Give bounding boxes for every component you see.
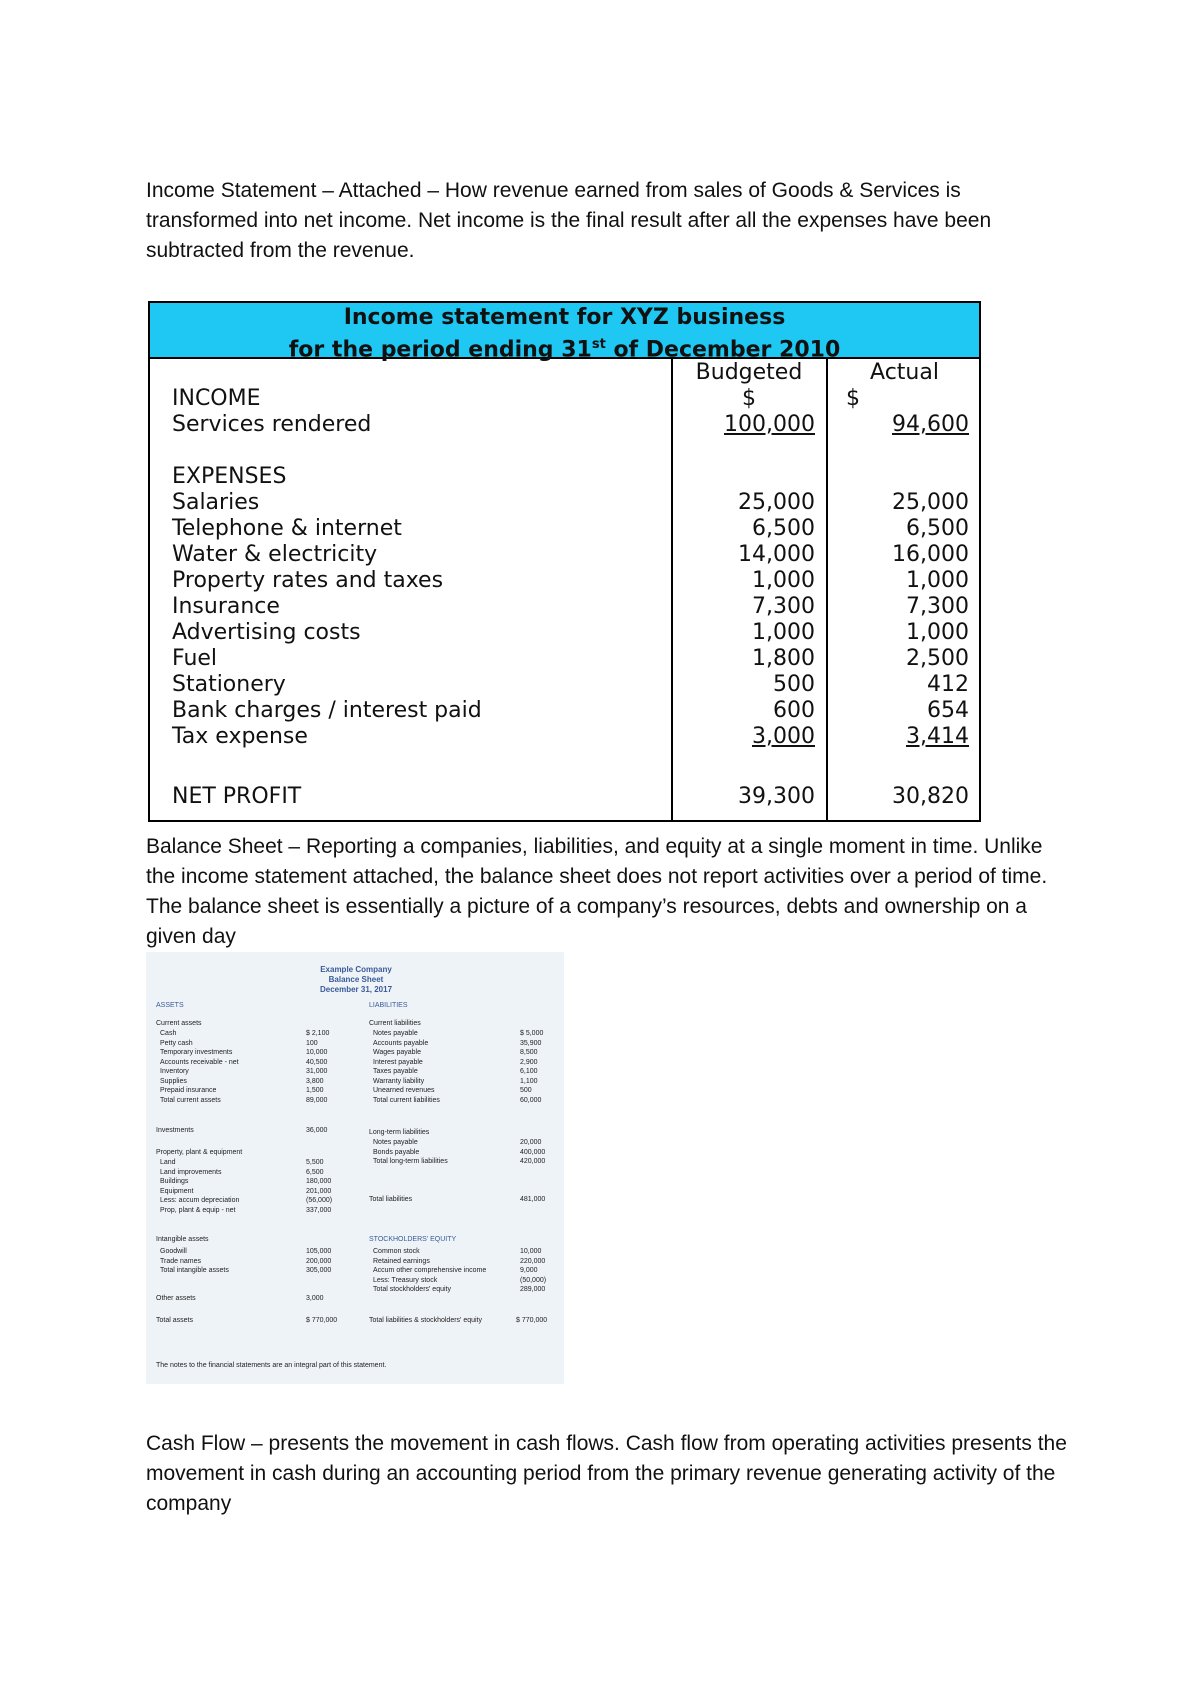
bs-row-label: Inventory — [160, 1068, 189, 1075]
bs-row-label: Buildings — [160, 1178, 189, 1185]
bs-row-value: 1,500 — [306, 1087, 324, 1094]
balance-sheet-paragraph: Balance Sheet – Reporting a companies, liabilities, and equity at a single moment in time. Unlike the income statement attached, the balance sheet does not report activities over a period of time. The balance sheet is essentially a picture of a company’s resources, debts and ownership on a given day — [146, 835, 1048, 948]
services-actual: 94,600 — [892, 412, 969, 437]
bs-row-value: 100 — [306, 1039, 318, 1047]
bs-row-value: 200,000 — [306, 1257, 332, 1265]
bs-row-label: Total long-term liabilities — [373, 1158, 448, 1165]
bs-row-label: Prepaid insurance — [160, 1087, 217, 1094]
bs-row-label: Unearned revenues — [373, 1087, 435, 1094]
bs-row-value: 10,000 — [306, 1049, 328, 1056]
bs-other-assets: Other assets — [156, 1295, 196, 1302]
expense-budgeted: 1,800 — [752, 646, 815, 671]
bs-company: Example Company — [320, 965, 392, 974]
bs-date: December 31, 2017 — [319, 985, 393, 994]
net-profit-label: NET PROFIT — [172, 784, 302, 809]
expense-label: Insurance — [172, 594, 280, 619]
bs-row-label: Goodwill — [160, 1248, 187, 1255]
bs-investments: Investments — [156, 1127, 194, 1134]
bs-row-label: Land improvements — [160, 1168, 222, 1176]
expense-label: Stationery — [172, 672, 286, 697]
bs-row-label: Common stock — [373, 1248, 420, 1255]
expense-actual: 1,000 — [906, 620, 969, 645]
bs-row-label: Accum other comprehensive income — [373, 1267, 487, 1274]
bs-row-label: Notes payable — [373, 1030, 418, 1037]
expense-budgeted: 3,000 — [752, 724, 815, 749]
net-profit-budgeted: 39,300 — [738, 784, 815, 809]
bs-row-value: 6,500 — [306, 1168, 324, 1176]
bs-row-value: 31,000 — [306, 1068, 328, 1075]
expense-actual: 654 — [927, 698, 969, 723]
expense-label: Bank charges / interest paid — [172, 698, 482, 723]
balance-sheet-image — [146, 952, 564, 1384]
bs-row-label: Petty cash — [160, 1039, 193, 1047]
bs-row-label: Land — [160, 1159, 176, 1166]
bs-total-liabilities-value: 481,000 — [520, 1196, 546, 1203]
bs-row-value: 3,800 — [306, 1077, 324, 1085]
expense-label: Salaries — [172, 490, 260, 515]
expense-label: Property rates and taxes — [172, 568, 444, 593]
expense-actual: 6,500 — [906, 516, 969, 541]
expense-budgeted: 14,000 — [738, 542, 815, 567]
bs-row-value: (56,000) — [306, 1197, 333, 1204]
bs-row-label: Total current liabilities — [373, 1096, 440, 1104]
bs-row-label: Equipment — [160, 1187, 194, 1195]
bs-total-assets: Total assets — [156, 1317, 193, 1324]
bs-row-value: 8,500 — [520, 1049, 538, 1056]
bs-row-value: 89,000 — [306, 1096, 328, 1104]
bs-equity-heading: STOCKHOLDERS' EQUITY — [369, 1236, 457, 1243]
income-statement-paragraph: Income Statement – Attached – How revenue earned from sales of Goods & Services is transformed into net income. Net income is the final result after all the expenses have been subtracted from the revenue. — [146, 179, 992, 262]
bs-total-liabilities: Total liabilities — [369, 1196, 413, 1203]
expense-budgeted: 600 — [773, 698, 815, 723]
bs-row-value: (50,000) — [520, 1276, 547, 1284]
expense-actual: 25,000 — [892, 490, 969, 515]
expense-budgeted: 500 — [773, 672, 815, 697]
expense-budgeted: 1,000 — [752, 568, 815, 593]
expense-actual: 412 — [927, 672, 969, 697]
expense-label: Advertising costs — [172, 620, 361, 645]
bs-row-value: 180,000 — [306, 1178, 332, 1185]
bs-row-value: 500 — [520, 1087, 532, 1094]
bs-row-value: 305,000 — [306, 1267, 332, 1274]
bs-row-label: Cash — [160, 1030, 177, 1037]
bs-total-le: Total liabilities & stockholders' equity — [369, 1317, 483, 1324]
net-profit-actual: 30,820 — [892, 784, 969, 809]
bs-row-label: Trade names — [160, 1257, 201, 1265]
bs-title: Balance Sheet — [328, 975, 384, 984]
bs-row-value: 2,900 — [520, 1058, 538, 1066]
actual-currency: $ — [846, 386, 860, 411]
column-divider — [671, 359, 673, 820]
bs-footnote: The notes to the financial statements are an integral part of this statement. — [156, 1362, 387, 1369]
expense-label: Water & electricity — [172, 542, 378, 567]
bs-row-label: Prop, plant & equip - net — [160, 1206, 236, 1214]
actual-column-header: Actual — [870, 360, 939, 385]
bs-assets-heading: ASSETS — [156, 1002, 184, 1009]
bs-row-label: Total intangible assets — [160, 1267, 229, 1274]
bs-row-value: 289,000 — [520, 1286, 546, 1293]
bs-row-label: Less: accum depreciation — [160, 1197, 240, 1204]
bs-row-value: 40,500 — [306, 1058, 328, 1066]
expense-actual: 2,500 — [906, 646, 969, 671]
expense-budgeted: 6,500 — [752, 516, 815, 541]
bs-row-label: Less: Treasury stock — [373, 1276, 438, 1284]
bs-row-label: Accounts receivable - net — [160, 1058, 239, 1066]
bs-row-label: Wages payable — [373, 1049, 421, 1056]
bs-long-term: Long-term liabilities — [369, 1129, 430, 1136]
expense-budgeted: 25,000 — [738, 490, 815, 515]
expense-label: Telephone & internet — [172, 516, 402, 541]
bs-total-assets-value: $ 770,000 — [306, 1317, 338, 1324]
bs-row-value: 201,000 — [306, 1187, 332, 1195]
income-statement-body — [150, 359, 979, 820]
bs-row-label: Warranty liability — [373, 1077, 425, 1085]
bs-other-assets-value: 3,000 — [306, 1295, 324, 1302]
bs-row-value: $ 5,000 — [520, 1030, 544, 1037]
bs-row-value: 420,000 — [520, 1158, 546, 1165]
expense-actual: 3,414 — [906, 724, 969, 749]
bs-investments-value: 36,000 — [306, 1127, 328, 1134]
bs-row-value: 337,000 — [306, 1206, 332, 1214]
bs-row-value: 1,100 — [520, 1077, 538, 1085]
income-title-line2: for the period ending 31st of December 2010 — [288, 337, 841, 363]
bs-row-label: Temporary investments — [160, 1049, 233, 1056]
expenses-label: EXPENSES — [172, 464, 287, 489]
bs-liabilities-heading: LIABILITIES — [369, 1002, 408, 1009]
bs-row-label: Notes payable — [373, 1139, 418, 1146]
expense-label: Fuel — [172, 646, 218, 671]
bs-ppe: Property, plant & equipment — [156, 1149, 243, 1156]
bs-intangibles: Intangible assets — [156, 1236, 209, 1243]
bs-total-le-value: $ 770,000 — [516, 1317, 548, 1324]
bs-row-value: 105,000 — [306, 1248, 332, 1255]
income-title-line1: Income statement for XYZ business — [343, 305, 786, 330]
bs-row-label: Retained earnings — [373, 1257, 430, 1265]
bs-current-assets: Current assets — [156, 1020, 202, 1027]
bs-row-value: 400,000 — [520, 1148, 546, 1156]
bs-row-value: 10,000 — [520, 1248, 542, 1255]
bs-row-label: Total current assets — [160, 1096, 221, 1104]
expense-actual: 7,300 — [906, 594, 969, 619]
bs-row-label: Interest payable — [373, 1058, 423, 1066]
column-divider — [826, 359, 828, 820]
budgeted-currency: $ — [742, 386, 756, 411]
bs-row-value: 35,900 — [520, 1039, 542, 1047]
income-statement-header — [150, 303, 979, 363]
bs-row-label: Total stockholders' equity — [373, 1286, 451, 1293]
income-label: INCOME — [172, 386, 261, 411]
services-label: Services rendered — [172, 412, 372, 437]
expense-label: Tax expense — [172, 724, 308, 749]
bs-row-value: $ 2,100 — [306, 1030, 330, 1037]
expense-budgeted: 7,300 — [752, 594, 815, 619]
bs-row-value: 220,000 — [520, 1257, 546, 1265]
expense-budgeted: 1,000 — [752, 620, 815, 645]
expense-actual: 1,000 — [906, 568, 969, 593]
bs-row-value: 20,000 — [520, 1139, 542, 1146]
income-statement-table — [148, 301, 981, 822]
bs-row-value: 9,000 — [520, 1267, 538, 1274]
bs-row-label: Taxes payable — [373, 1068, 418, 1075]
bs-row-value: 60,000 — [520, 1096, 542, 1104]
bs-row-value: 6,100 — [520, 1068, 538, 1075]
bs-row-value: 5,500 — [306, 1159, 324, 1166]
bs-current-liabilities: Current liabilities — [369, 1020, 421, 1027]
bs-row-label: Bonds payable — [373, 1148, 420, 1156]
expense-actual: 16,000 — [892, 542, 969, 567]
budgeted-column-header: Budgeted — [695, 360, 803, 385]
services-budgeted: 100,000 — [724, 412, 815, 437]
bs-row-label: Accounts payable — [373, 1039, 429, 1047]
bs-row-label: Supplies — [160, 1077, 187, 1085]
cash-flow-paragraph: Cash Flow – presents the movement in cash flows. Cash flow from operating activities presents the movement in cash during an accounting period from the primary revenue generating activity of the company — [146, 1432, 1067, 1515]
